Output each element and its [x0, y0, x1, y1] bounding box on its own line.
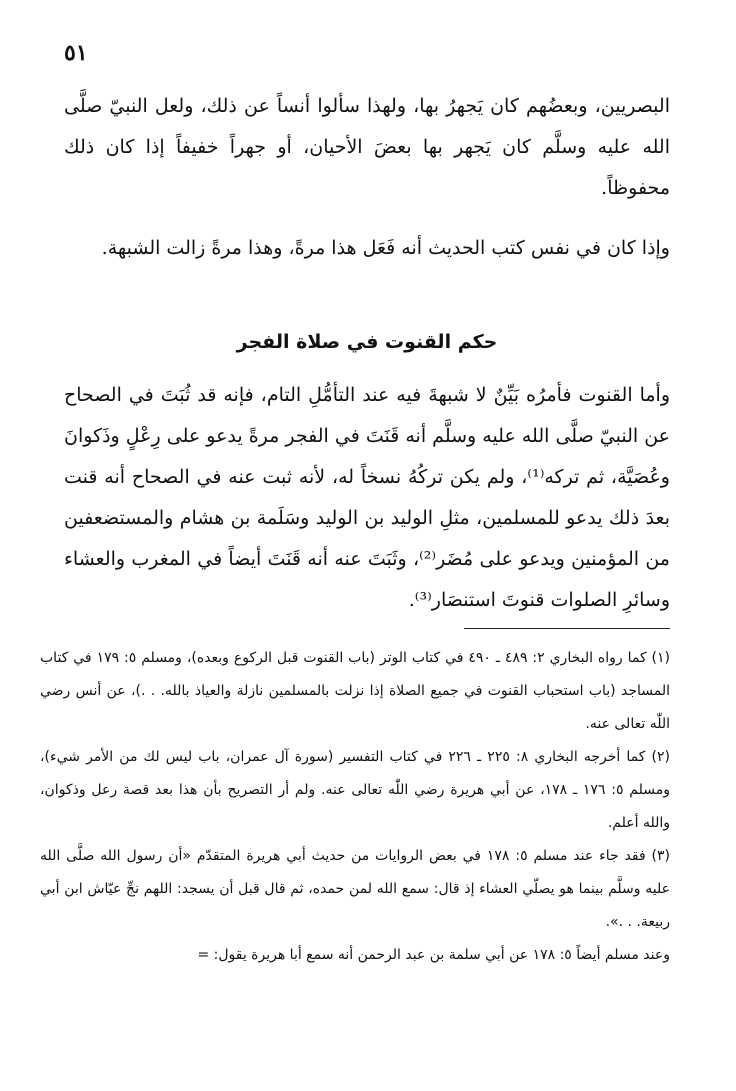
- paragraph-basmala-jahr: البصريين، وبعضُهم كان يَجهرُ بها، ولهذا سألوا أنساً عن ذلك، ولعل النبيّ صلَّى الله عليه وسلَّم كان يَجهر بها بعضَ الأحيان، أو جهراً خفيفاً إذا كان ذلك محفوظاً.: [64, 95, 670, 199]
- page-number: ٥١: [64, 40, 88, 66]
- footnote-continuation: وعند مسلم أيضاً ٥: ١٧٨ عن أبي سلمة بن عبد الرحمن أنه سمع أبا هريرة يقول: =: [197, 947, 670, 963]
- footnote-3: (٣) فقد جاء عند مسلم ٥: ١٧٨ في بعض الروايات من حديث أبي هريرة المتقدّم «أن رسول الله صلَّى الله عليه وسلَّم بينما هو يصلّي العشاء إذ قال: سمع الله لمن حمده، ثم قال قبل أن يسجد: اللهم نجِّ عيّاش ابن أبي ربيعة. . .».: [40, 848, 670, 930]
- footnote-1: (١) كما رواه البخاري ٢: ٤٨٩ ـ ٤٩٠ في كتاب الوتر (باب القنوت قبل الركوع وبعده)، ومسلم ٥: ١٧٩ في كتاب المساجد (باب استحباب القنوت في جميع الصلاة إذا نزلت بالمسلمين نازلة والعياذ بالله. . .)، عن أنس رضي اللّٰه تعالى عنه.: [40, 650, 671, 732]
- footnote-2: (٢) كما أخرجه البخاري ٨: ٢٢٥ ـ ٢٢٦ في كتاب التفسير (سورة آل عمران، باب ليس لك من الأمر شيء)، ومسلم ٥: ١٧٦ ـ ١٧٨، عن أبي هريرة رضي اللّٰه تعالى عنه. ولم أر التصريح بأن هذا بعد قصة رعل وذكوان، والله أعلم.: [40, 749, 671, 831]
- footnote-separator: [464, 628, 670, 629]
- paragraph-shubha: وإذا كان في نفس كتب الحديث أنه فَعَل هذا مرةً، وهذا مرةً زالت الشبهة.: [101, 237, 670, 259]
- paragraph-qunut: وأما القنوت فأمرُه بَيِّنٌ لا شبهةَ فيه عند التأمُّلِ التام، فإنه قد ثُبَتَ في الصحاح عن النبيّ صلَّى الله عليه وسلَّم أنه قَنَتَ في الفجر مرةً يدعو على رِعْلٍ وذَكوانَ وعُصَيَّة، ثم تركه⁽¹⁾، ولم يكن تركُهُ نسخاً له، لأنه ثبت عنه في الصحاح أنه قنت بعدَ ذلك يدعو للمسلمين، مثلِ الوليد بن الوليد وسَلَمة بن هشام والمستضعفين من المؤمنين ويدعو على مُضَر⁽²⁾، وثَبَتَ عنه أنه قَنَتَ أيضاً في المغرب والعشاء وسائرِ الصلوات قنوتَ استنصَار⁽³⁾.: [64, 384, 670, 611]
- section-heading: حكم القنوت في صلاة الفجر: [236, 331, 498, 353]
- footnotes: [40, 642, 670, 972]
